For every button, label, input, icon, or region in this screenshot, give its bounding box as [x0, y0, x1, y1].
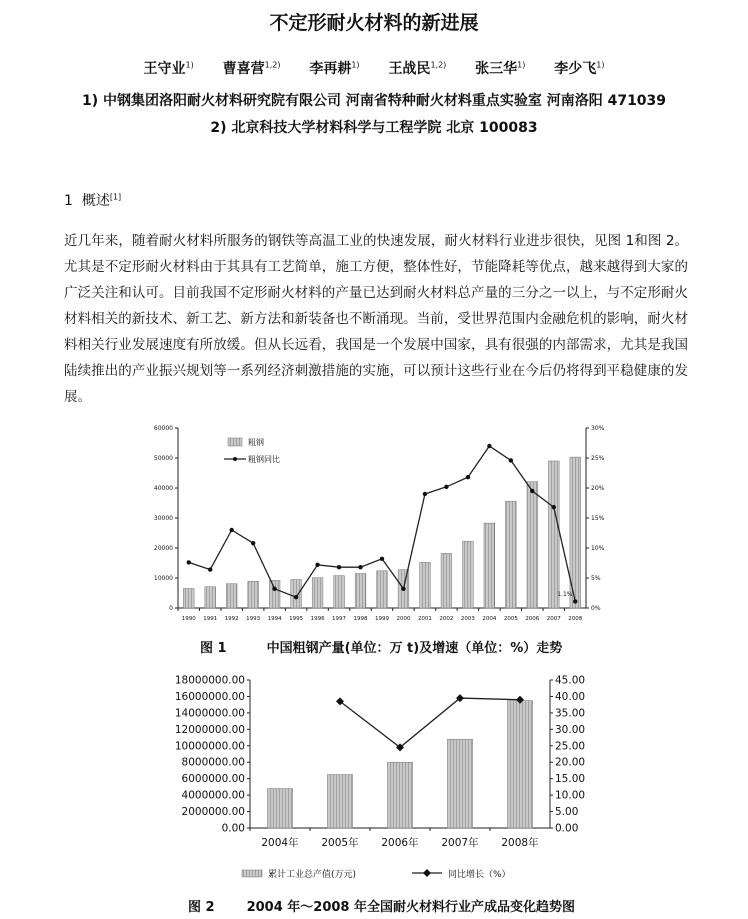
legend-line-marker	[233, 457, 237, 461]
y-tick-label: 10000	[153, 575, 173, 582]
line-point	[272, 587, 276, 591]
x-tick-label: 2006	[525, 616, 540, 622]
bar	[387, 762, 412, 828]
y2-tick-label: 15%	[591, 515, 605, 522]
bar	[463, 541, 474, 608]
line-point	[509, 458, 513, 462]
bar	[377, 571, 388, 608]
x-tick-label: 1996	[310, 616, 325, 622]
body-paragraph: 近几年来，随着耐火材料所服务的钢铁等高温工业的快速发展，耐火材料行业进步很快，见图 1和图 2。尤其是不定形耐火材料由于其具有工艺简单，施工方便，整体性好，节能降耗等优点，越来越得到大家的广泛关注和认可。目前我国不定形耐火材料的产量已达到耐火材料总产量的三分之一以上，与不定形耐火材料相关的新技术、新工艺、新方法和新装备也不断涌现。当前，受世界范围内金融危机的影响，耐火材料相关行业发展速度有所放缓。但从长远看，我国是一个发展中国家，具有很强的内部需求，尤其是我国陆续推出的产业振兴规划等一系列经济刺激措施的实施，可以预计这些行业在今后仍将得到平稳健康的发展。	[64, 233, 688, 405]
y-tick-label: 18000000.00	[174, 674, 245, 687]
line-point	[208, 567, 212, 571]
bar	[447, 739, 472, 828]
x-tick-label: 2001	[417, 616, 432, 622]
line-point	[487, 444, 491, 448]
x-tick-label: 1995	[289, 616, 304, 622]
author: 王战民$^{1,2)}$	[388, 60, 447, 77]
y-tick-label: 20000	[153, 545, 173, 552]
bar	[291, 580, 302, 609]
y2-tick-label: 30.00	[555, 723, 586, 736]
legend-bar-label: 累计工业总产值(万元)	[268, 870, 357, 880]
y2-tick-label: 25.00	[555, 740, 586, 753]
line-point	[358, 565, 362, 569]
y2-tick-label: 0.00	[555, 822, 579, 835]
line-point	[294, 595, 298, 599]
y2-tick-label: 0%	[591, 605, 601, 612]
paper-title: 不定形耐火材料的新进展	[269, 12, 479, 34]
line-point	[315, 563, 319, 567]
bar	[484, 523, 495, 608]
y2-tick-label: 5%	[591, 575, 601, 582]
bar	[548, 461, 559, 608]
line-point	[229, 528, 233, 532]
x-tick-label: 1990	[181, 616, 196, 622]
x-tick-label: 1997	[332, 616, 347, 622]
x-tick-label: 1993	[246, 616, 261, 622]
author: 王守业$^{1)}$	[143, 60, 194, 77]
legend-line-label: 同比增长（%）	[448, 870, 511, 880]
y2-tick-label: 20%	[591, 485, 605, 492]
y-tick-label: 30000	[153, 515, 173, 522]
y-tick-label: 40000	[153, 485, 173, 492]
line-point	[337, 565, 341, 569]
section-heading: 1 概述[1]	[64, 192, 122, 209]
data-label: 1.1%	[557, 591, 573, 598]
y2-tick-label: 45.00	[555, 674, 586, 687]
bar	[507, 701, 532, 828]
x-tick-label: 2000	[396, 616, 411, 622]
line-point	[380, 557, 384, 561]
bar	[226, 584, 237, 608]
x-tick-label: 2007	[546, 616, 561, 622]
affiliation-1: 1) 中钢集团洛阳耐火材料研究院有限公司 河南省特种耐火材料重点实验室 河南洛阳 471039	[81, 93, 667, 109]
x-tick-label: 2004年	[261, 837, 299, 849]
x-tick-label: 2008	[568, 616, 583, 622]
bar	[269, 580, 280, 608]
series-line	[340, 698, 520, 747]
bar	[327, 775, 352, 828]
bar	[312, 578, 323, 608]
legend-line-label: 粗钢同比	[248, 455, 280, 464]
author: 张三华$^{1)}$	[475, 60, 526, 77]
y-tick-label: 14000000.00	[174, 707, 245, 720]
x-tick-label: 2007年	[441, 837, 479, 849]
line-point	[552, 505, 556, 509]
y-tick-label: 2000000.00	[181, 806, 245, 819]
y-tick-label: 0.00	[221, 822, 245, 835]
line-point	[444, 485, 448, 489]
y-tick-label: 6000000.00	[181, 773, 245, 786]
bar	[441, 553, 452, 608]
line-point	[423, 492, 427, 496]
author: 曹喜营$^{1,2)}$	[222, 60, 281, 77]
bar	[527, 482, 538, 608]
bar	[505, 501, 516, 608]
y2-tick-label: 10%	[591, 545, 605, 552]
bar	[355, 574, 366, 609]
bar	[420, 562, 431, 608]
y2-tick-label: 5.00	[555, 806, 579, 819]
y-tick-label: 10000000.00	[174, 740, 245, 753]
figure-2-chart	[150, 672, 600, 887]
legend-line-marker	[423, 869, 431, 877]
legend-bar-swatch	[228, 438, 242, 446]
x-tick-label: 2002	[439, 616, 454, 622]
y2-tick-label: 30%	[591, 425, 605, 432]
legend-bar-label: 粗钢	[248, 438, 264, 447]
x-tick-label: 2003	[460, 616, 475, 622]
line-point	[187, 560, 191, 564]
bar	[267, 789, 292, 828]
line-point	[466, 475, 470, 479]
figure-1-caption: 图 1 中国粗钢产量(单位：万 t)及增速（单位：%）走势	[200, 641, 563, 656]
bar	[183, 589, 194, 609]
y-tick-label: 16000000.00	[174, 690, 245, 703]
figure-1-chart	[140, 420, 610, 630]
line-point	[573, 599, 577, 603]
author: 李少飞$^{1)}$	[554, 60, 605, 77]
y-tick-label: 0	[169, 605, 173, 612]
x-tick-label: 1999	[375, 616, 389, 622]
affiliation-2: 2) 北京科技大学材料科学与工程学院 北京 100083	[210, 120, 538, 136]
author-list	[0, 58, 748, 78]
y2-tick-label: 35.00	[555, 707, 586, 720]
author: 李再耕$^{1)}$	[309, 60, 360, 77]
y-tick-label: 50000	[153, 455, 173, 462]
x-tick-label: 1998	[353, 616, 368, 622]
y2-tick-label: 25%	[591, 455, 605, 462]
x-tick-label: 1992	[224, 616, 239, 622]
y-tick-label: 8000000.00	[181, 756, 245, 769]
y2-tick-label: 20.00	[555, 756, 586, 769]
y-tick-label: 60000	[153, 425, 173, 432]
x-tick-label: 2008年	[501, 837, 539, 849]
x-tick-label: 2005	[503, 616, 518, 622]
y-tick-label: 4000000.00	[181, 789, 245, 802]
x-tick-label: 1994	[267, 616, 282, 622]
line-point	[530, 489, 534, 493]
x-tick-label: 1991	[203, 616, 218, 622]
x-tick-label: 2006年	[381, 837, 419, 849]
bar	[334, 576, 345, 608]
bar	[205, 587, 216, 608]
figure-2-caption: 图 2 2004 年～2008 年全国耐火材料行业产成品变化趋势图	[188, 900, 575, 915]
y2-tick-label: 10.00	[555, 789, 586, 802]
bar	[248, 581, 259, 608]
legend-bar-swatch	[242, 870, 262, 877]
x-tick-label: 2004	[482, 616, 497, 622]
line-point	[251, 541, 255, 545]
x-tick-label: 2005年	[321, 837, 359, 849]
line-point	[401, 587, 405, 591]
y-tick-label: 12000000.00	[174, 723, 245, 736]
y2-tick-label: 15.00	[555, 773, 586, 786]
y2-tick-label: 40.00	[555, 690, 586, 703]
